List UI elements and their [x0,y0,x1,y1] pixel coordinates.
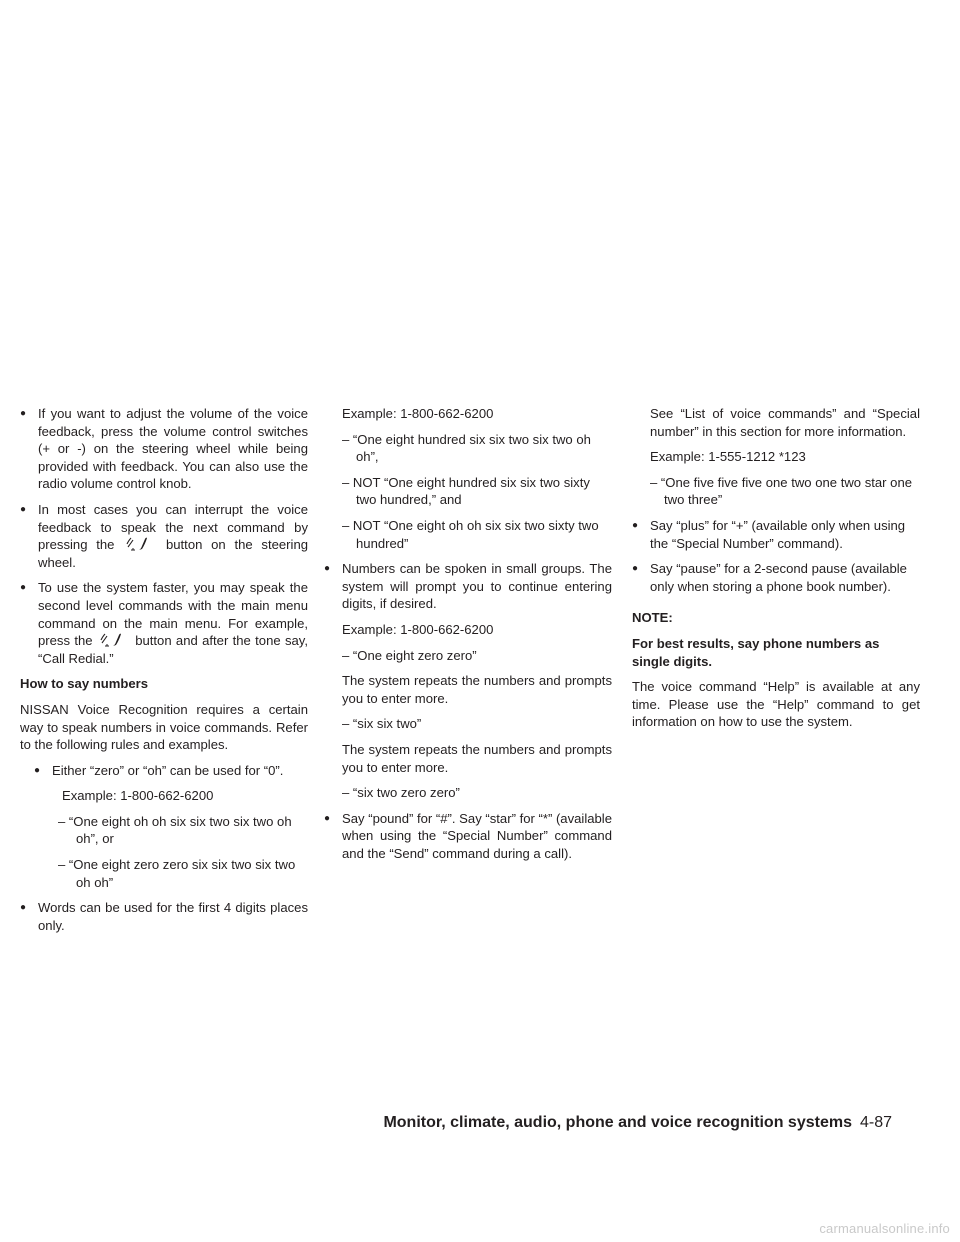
example-line: Example: 1-800-662-6200 [342,406,494,421]
example-dash: – “One eight hundred six six two six two oh oh”, [342,431,591,465]
bullet-pound-star-text: Say “pound” for “#”. Say “star” for “*” (available when using the “Special Number” command and the “Send” command during a call). [342,810,612,861]
example-line: Example: 1-800-662-6200 [62,788,214,804]
see-reference: See “List of voice commands” and “Special number” in this section for more information. [650,406,920,439]
bullet-dot: ● [20,902,27,914]
example-dash: – “One eight zero zero” [342,647,477,663]
talk-button-icon [99,633,123,647]
footer-section-title: Monitor, climate, audio, phone and voice recognition systems [383,1114,852,1131]
bullet-dot: ● [324,563,331,575]
bullet-volume-text: If you want to adjust the volume of the voice feedback, press the volume control switches (+ or -) on the steering wheel while being provided with feedback. You can also use the radio volume control knob. [38,406,308,492]
example-dash: – “six two zero zero” [342,785,460,801]
help-paragraph: The voice command “Help” is available at any time. Please use the “Help” command to get information on how to use the system. [632,679,920,730]
bullet-faster [20,579,308,667]
bullet-words [20,899,308,934]
bullet-plus [632,517,920,552]
system-repeats-text: The system repeats the numbers and prompts you to enter more. [342,673,612,706]
bullet-interrupt-text-pre: In most cases you can interrupt the voice feedback to speak the next command by pressing the [38,501,308,553]
talk-button-icon [125,537,149,551]
intro-paragraph: NISSAN Voice Recognition requires a certain way to speak numbers in voice commands. Refer to the following rules and examples. [20,701,308,753]
system-repeats-text: The system repeats the numbers and prompts you to enter more. [342,741,612,775]
column-middle [324,405,612,870]
bullet-dot: ● [632,563,639,575]
note-text: For best results, say phone numbers as single digits. [632,635,880,669]
page-number: 4-87 [859,1114,892,1131]
bullet-plus-text: Say “plus” for “+” (available only when using the “Special Number” command). [650,517,906,551]
bullet-dot: ● [632,519,639,531]
bullet-interrupt-text-post: button on the steering wheel. [38,537,309,570]
bullet-pause-text: Say “pause” for a 2-second pause (available only when storing a phone book number). [650,561,907,594]
bullet-interrupt [20,501,308,571]
example-line: Example: 1-555-1212 *123 [650,449,806,465]
bullet-dot: ● [20,582,27,594]
bullet-dot: ● [324,812,331,824]
example-dash: – “six six two” [342,716,422,732]
bullet-pound-star [324,810,612,863]
bullet-zero-oh [34,762,308,780]
bullet-groups-text: Numbers can be spoken in small groups. The system will prompt you to continue entering digits, if desired. [342,561,612,612]
example-dash: – “One eight oh oh six six two six two oh oh”, or [58,813,292,847]
example-dash: – NOT “One eight hundred six six two sixty two hundred,” and [342,474,590,508]
example-dash: – “One five five five one two one two star one two three” [650,474,913,508]
page-footer [383,1114,892,1132]
bullet-pause [632,560,920,595]
note-label: NOTE: [632,610,673,626]
column-left [20,405,308,942]
bullet-faster-text-post: button and after the tone say, “Call Redial.” [38,633,308,666]
bullet-words-text: Words can be used for the first 4 digits places only. [38,900,308,933]
watermark: carmanualsonline.info [819,1221,950,1236]
bullet-groups [324,560,612,613]
bullet-faster-text-pre: To use the system faster, you may speak the second level commands with the main menu command on the main menu. For example, press the [38,580,308,649]
bullet-dot: ● [34,764,41,776]
column-right [632,405,920,739]
bullet-dot: ● [20,408,27,419]
example-line: Example: 1-800-662-6200 [342,621,494,637]
bullet-volume [20,405,308,493]
bullet-dot: ● [20,503,27,515]
example-dash: – NOT “One eight oh oh six six two sixty two hundred” [342,517,599,551]
example-dash: – “One eight zero zero six six two six two oh oh” [58,857,296,890]
bullet-zero-oh-text: Either “zero” or “oh” can be used for “0”. [52,762,284,778]
section-heading: How to say numbers [20,676,149,692]
